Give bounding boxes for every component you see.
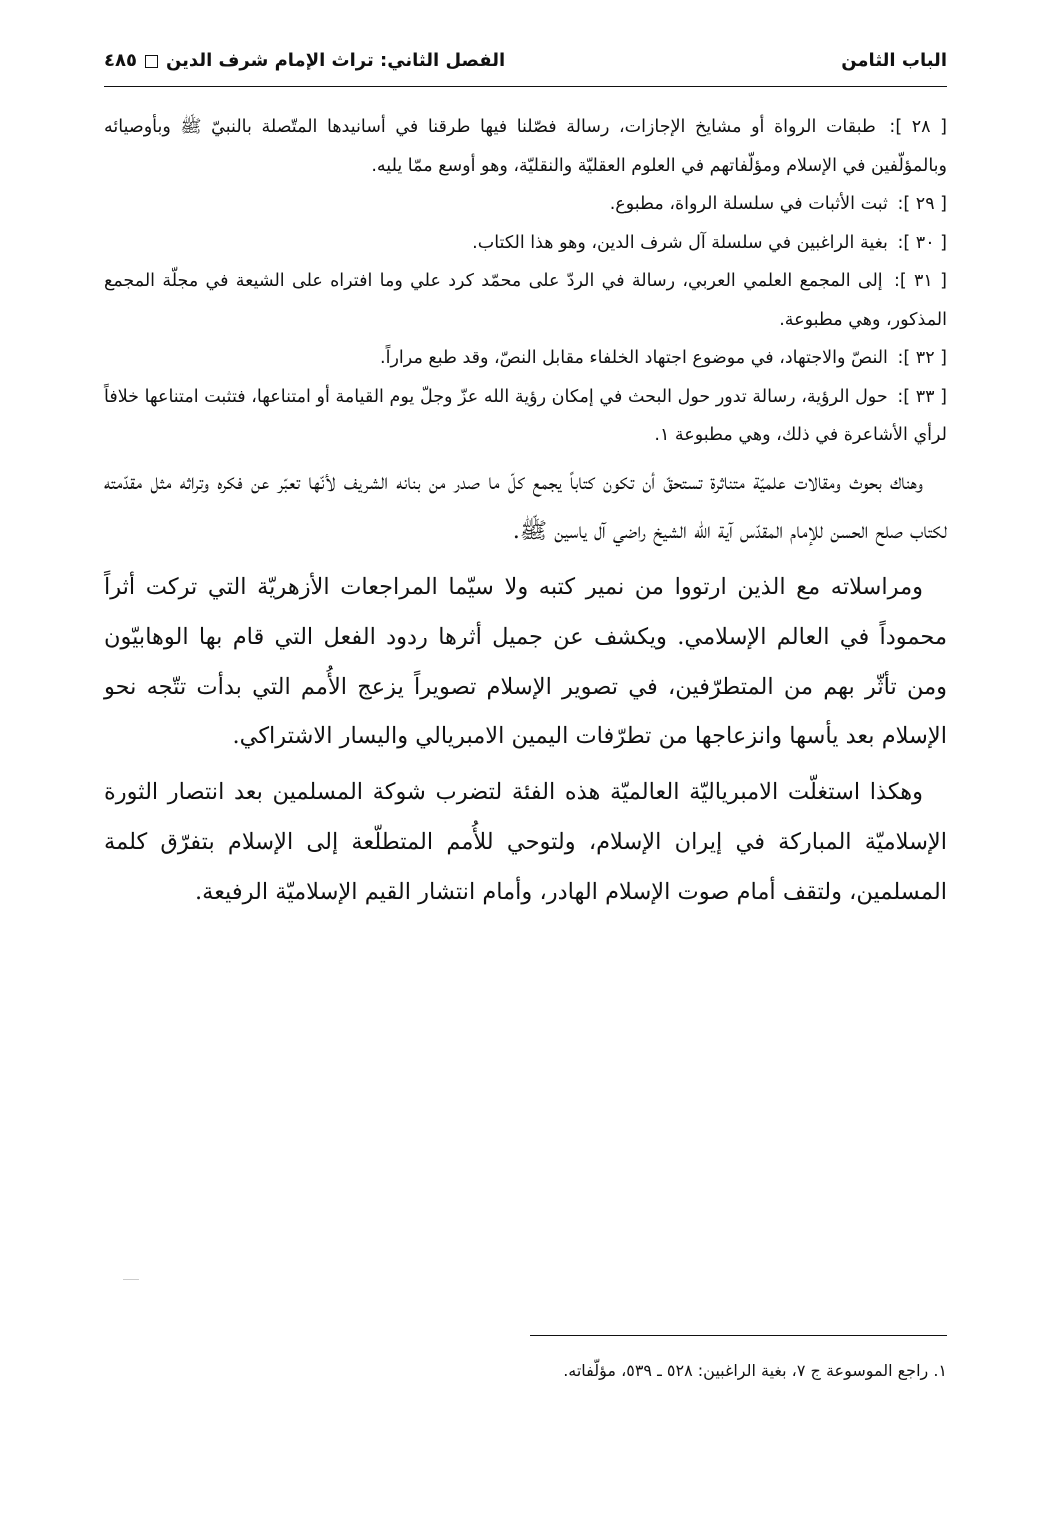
footnote-rule — [530, 1335, 947, 1336]
scan-artifact — [123, 1279, 139, 1280]
page-number: ٤٨٥ — [104, 50, 137, 71]
header-rule — [104, 86, 947, 87]
body-paragraph: وهكذا استغلّت الامبرياليّة العالميّة هذه الفئة لتضرب شوكة المسلمين بعد انتصار الثورة الإسلاميّة المباركة في إيران الإسلام، ولتوحي للأُمم المتطلّعة إلى الإسلام بتفرّق كلمة المسلمين، ولتقف أمام صوت الإسلام الهادر، وأمام انتشار القيم الإسلاميّة الرفيعة. — [104, 779, 947, 905]
item-text: ثبت الأثبات في سلسلة الرواة، مطبوع. — [609, 194, 888, 214]
section-title: الفصل الثاني: تراث الإمام شرف الدين — [165, 50, 506, 71]
item-number: [ ٣٠ ]: — [897, 232, 947, 253]
item-number: [ ٣٢ ]: — [897, 348, 947, 368]
page-body — [104, 108, 947, 918]
list-item — [104, 262, 947, 339]
list-item — [104, 378, 947, 455]
list-item — [104, 224, 947, 263]
item-number: [ ٣٣ ]: — [897, 386, 947, 407]
item-number: [ ٣١ ]: — [893, 271, 947, 291]
chapter-title: الباب الثامن — [841, 50, 947, 71]
item-text: طبقات الرواة أو مشايخ الإجازات، رسالة فصّلنا فيها طرقنا في أسانيدها المتّصلة بالنبيّ ﷺ وبأوصيائه وبالمؤلّفين في الإسلام ومؤلّفاتهم في العلوم العقليّة والنقليّة، وهو أوسع ممّا يليه. — [104, 117, 947, 176]
body-paragraph: وهناك بحوث ومقالات علميّة متناثرة تستحقّ أن تكون كتاباً يجمع كلّ ما صدر من بنانه الشريف لأنّها تعبّر عن فكره وتراثه مثل مقدّمته لكتاب صلح الحسن للإمام المقدّس آية الله الشيخ راضي آل ياسين ﷺ. — [104, 468, 947, 545]
item-text: إلى المجمع العلمي العربي، رسالة في الردّ على محمّد كرد علي وما افتراه على الشيعة في مجلّة المجمع المذكور، وهي مطبوعة. — [104, 271, 947, 330]
item-number: [ ٢٨ ]: — [889, 117, 947, 137]
body-paragraph: ومراسلاته مع الذين ارتووا من نمير كتبه ولا سيّما المراجعات الأزهريّة التي تركت أثراً محموداً في العالم الإسلامي. ويكشف عن جميل أثرها ردود الفعل التي قام بها الوهابيّون ومن تأثّر بهم من المتطرّفين، في تصوير الإسلام تصويراً يزعج الأُمم التي بدأت تتّجه نحو الإسلام بعد يأسها وانزعاجها من تطرّفات اليمين الامبريالي واليسار الاشتراكي. — [104, 574, 947, 750]
item-text: النصّ والاجتهاد، في موضوع اجتهاد الخلفاء مقابل النصّ، وقد طبع مراراً. — [380, 348, 888, 368]
item-number: [ ٢٩ ]: — [897, 194, 947, 214]
item-text: حول الرؤية، رسالة تدور حول البحث في إمكان رؤية الله عزّ وجلّ يوم القيامة أو امتناعها، فتثبت امتناعها خلافاً لرأي الأشاعرة في ذلك، وهي مطبوعة ١. — [104, 386, 947, 445]
list-item — [104, 108, 947, 185]
running-header — [104, 42, 947, 82]
separator-box-icon — [145, 55, 158, 68]
list-item — [104, 339, 947, 378]
footnote: ١. راجع الموسوعة ج ٧، بغية الراغبين: ٥٢٨ ـ ٥٣٩، مؤلّفاته. — [563, 1361, 947, 1380]
list-item — [104, 185, 947, 224]
item-text: بغية الراغبين في سلسلة آل شرف الدين، وهو هذا الكتاب. — [472, 232, 888, 253]
section-title-and-page — [104, 50, 505, 71]
works-list — [104, 108, 947, 455]
